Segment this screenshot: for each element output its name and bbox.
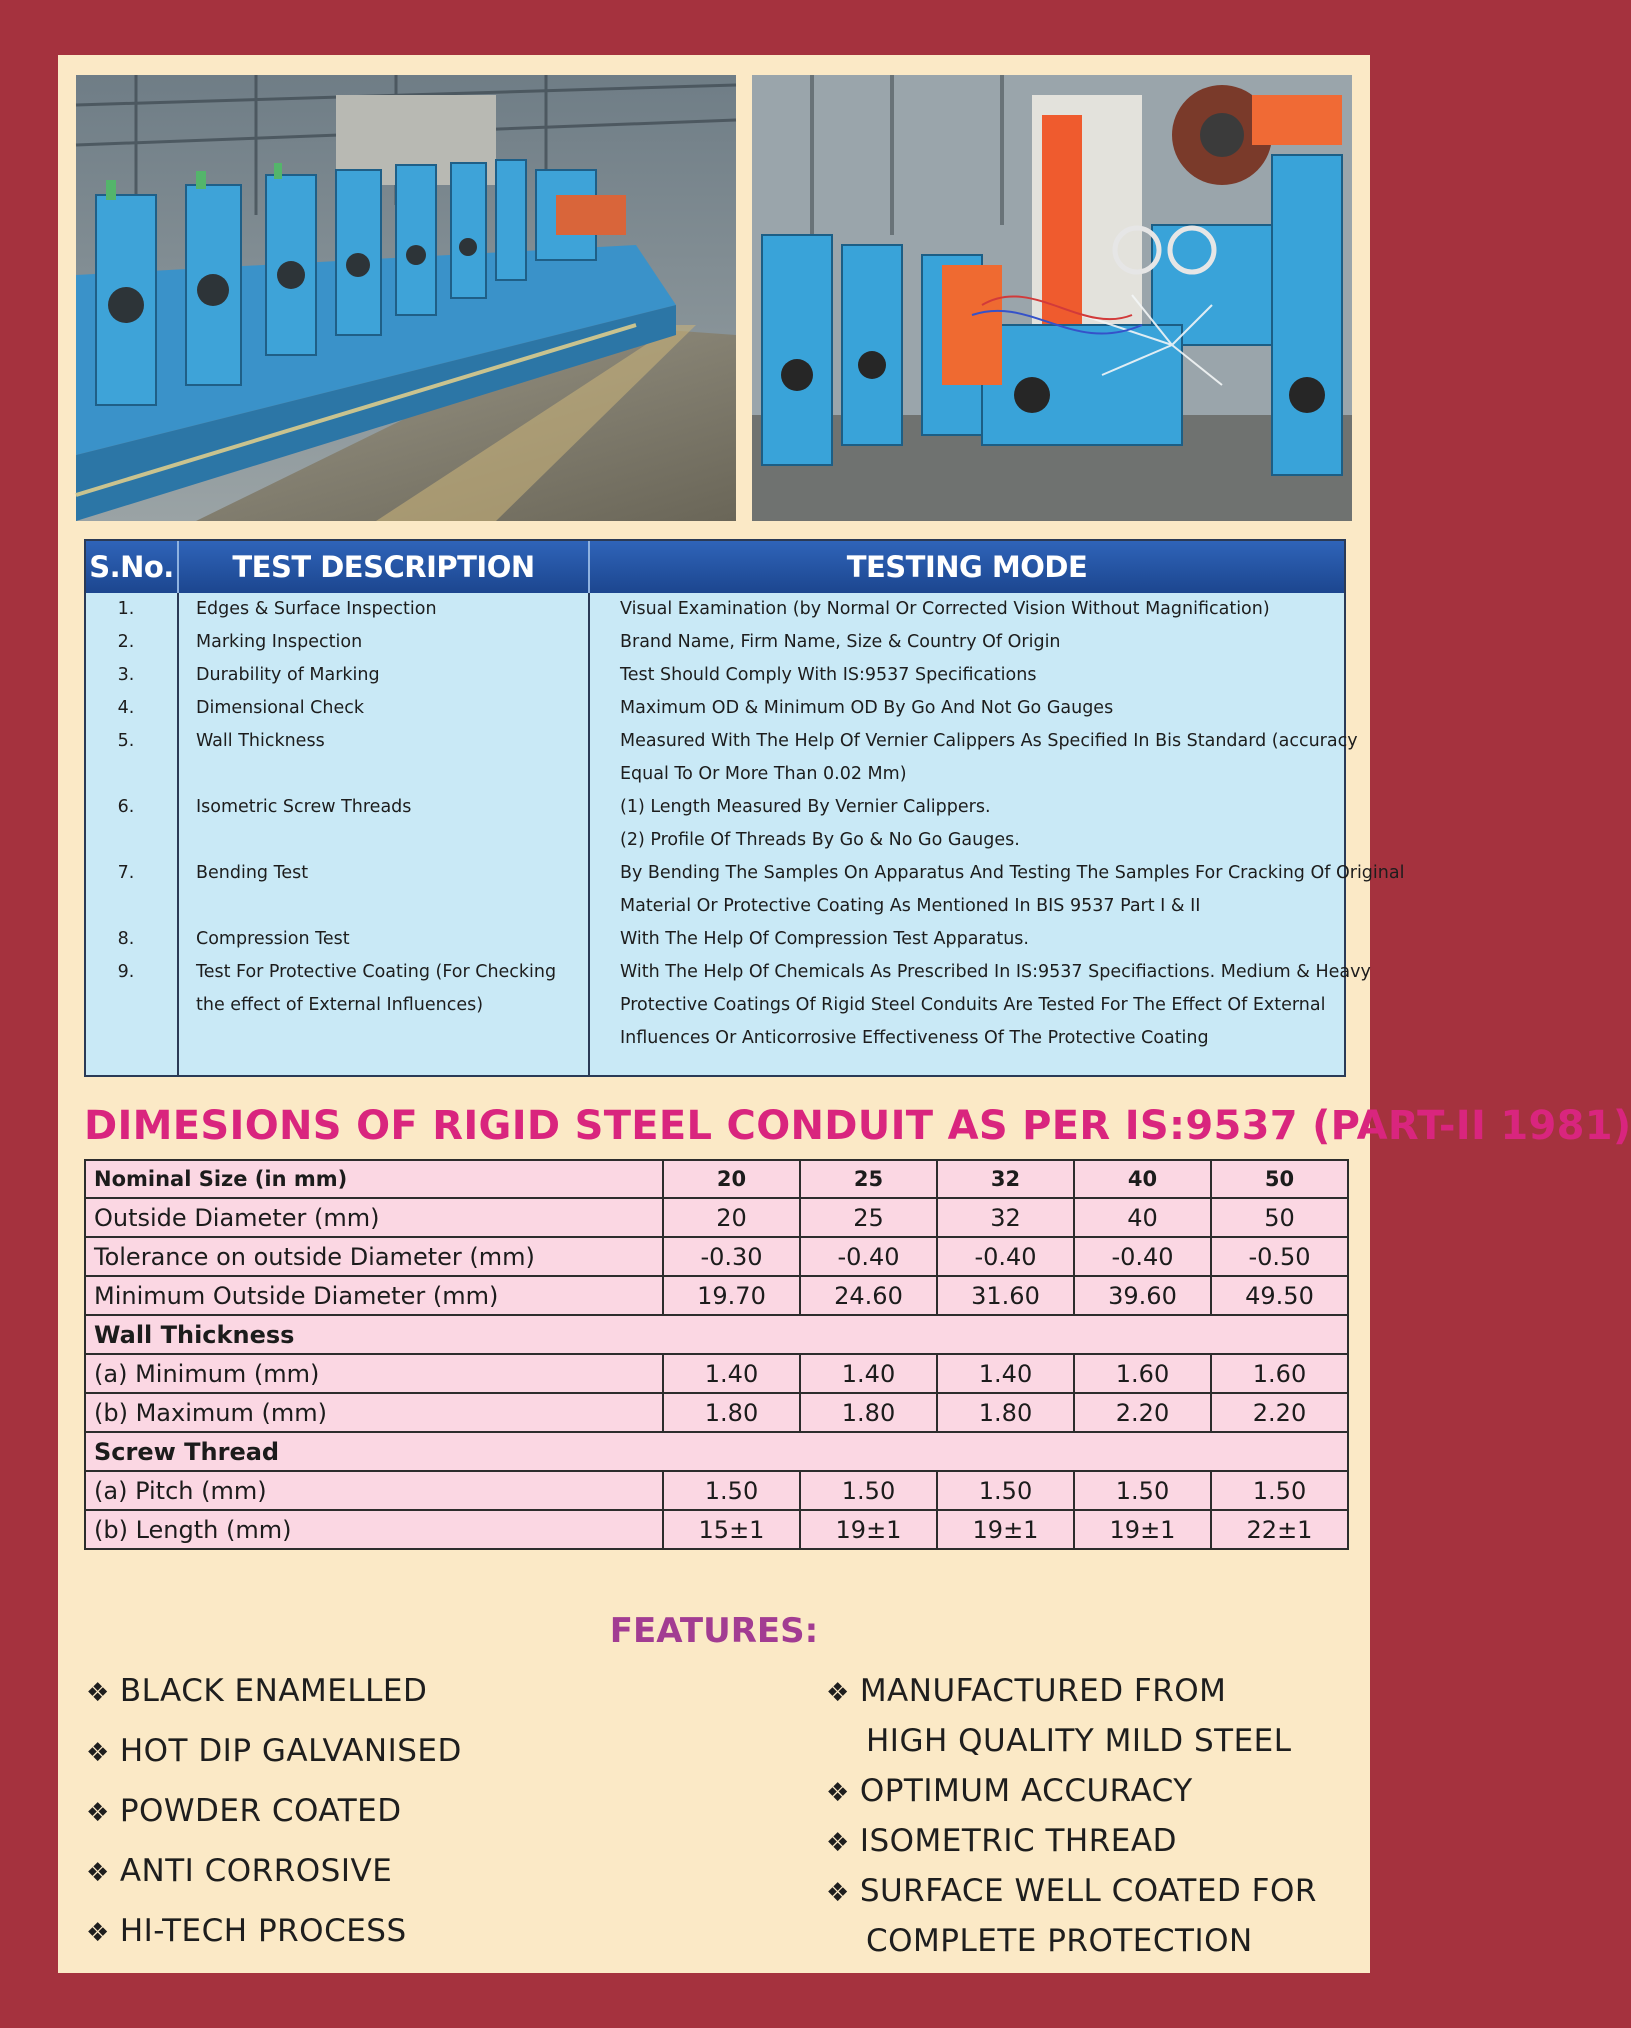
feature-item: [826, 1823, 1177, 1859]
test-table-body: [86, 593, 1405, 1075]
cell-value: 32: [937, 1198, 1074, 1237]
row-label: (b) Maximum (mm): [85, 1393, 663, 1432]
feature-text: POWDER COATED: [119, 1793, 402, 1829]
row-label: (b) Length (mm): [85, 1510, 663, 1549]
feature-text: ANTI CORROSIVE: [119, 1853, 393, 1889]
feature-text: ISOMETRIC THREAD: [859, 1823, 1177, 1859]
row-description: Durability of Marking: [196, 665, 380, 685]
row-number: 8.: [117, 929, 135, 949]
row-description: Edges & Surface Inspection: [196, 599, 437, 619]
header-sno: S.No.: [86, 541, 179, 593]
row-mode-line-2: Material Or Protective Coating As Mentioned In BIS 9537 Part I & II: [620, 896, 1201, 916]
cell-value: 50: [1211, 1198, 1348, 1237]
size-32: 32: [937, 1160, 1074, 1198]
section-wall-thickness: Wall Thickness: [85, 1315, 1348, 1354]
table-row: [85, 1276, 1348, 1315]
cell-value: 15±1: [663, 1510, 800, 1549]
feature-text: OPTIMUM ACCURACY: [859, 1773, 1193, 1809]
cell-value: 1.80: [937, 1393, 1074, 1432]
dimensions-table: [84, 1159, 1349, 1550]
row-number: 9.: [117, 962, 135, 982]
feature-text: HOT DIP GALVANISED: [119, 1733, 462, 1769]
row-description: Bending Test: [196, 863, 309, 883]
cell-value: 31.60: [937, 1276, 1074, 1315]
row-mode: Maximum OD & Minimum OD By Go And Not Go Gauges: [620, 698, 1114, 718]
cell-value: 1.80: [800, 1393, 937, 1432]
feature-text: BLACK ENAMELLED: [119, 1673, 428, 1709]
row-description-line-2: the effect of External Influences): [196, 995, 484, 1015]
row-description: Test For Protective Coating (For Checking: [196, 962, 557, 982]
cell-value: 20: [663, 1198, 800, 1237]
bullet-icon: ❖: [86, 1798, 110, 1828]
cell-value: -0.40: [937, 1237, 1074, 1276]
cell-value: 19±1: [937, 1510, 1074, 1549]
row-description: Isometric Screw Threads: [196, 797, 412, 817]
size-20: 20: [663, 1160, 800, 1198]
row-number: 3.: [117, 665, 135, 685]
cell-value: 1.50: [663, 1471, 800, 1510]
cell-value: -0.40: [800, 1237, 937, 1276]
cell-value: 1.60: [1211, 1354, 1348, 1393]
bullet-icon: ❖: [86, 1738, 110, 1768]
feature-text: MANUFACTURED FROM: [859, 1673, 1227, 1709]
feature-item: [826, 1673, 1226, 1709]
row-mode: Measured With The Help Of Vernier Calippers As Specified In Bis Standard (accuracy: [620, 731, 1358, 751]
row-number: 6.: [117, 797, 135, 817]
size-25: 25: [800, 1160, 937, 1198]
row-mode: Visual Examination (by Normal Or Corrected Vision Without Magnification): [620, 599, 1270, 619]
brochure-page: [58, 55, 1631, 1973]
bullet-icon: ❖: [826, 1678, 850, 1708]
row-mode: With The Help Of Chemicals As Prescribed In IS:9537 Specifiactions. Medium & Heavy: [620, 962, 1371, 982]
feature-item: [86, 1853, 392, 1889]
bullet-icon: ❖: [86, 1918, 110, 1948]
bullet-icon: ❖: [826, 1778, 850, 1808]
cell-value: 1.40: [800, 1354, 937, 1393]
row-number: 2.: [117, 632, 135, 652]
table-section-row: [85, 1432, 1348, 1471]
feature-text-continued: HIGH QUALITY MILD STEEL: [866, 1723, 1292, 1759]
table-row: [85, 1393, 1348, 1432]
row-mode: With The Help Of Compression Test Apparatus.: [620, 929, 1029, 949]
cell-value: 1.40: [663, 1354, 800, 1393]
cell-value: -0.50: [1211, 1237, 1348, 1276]
row-label: Nominal Size (in mm): [85, 1160, 663, 1198]
row-description: Wall Thickness: [196, 731, 325, 751]
bullet-icon: ❖: [86, 1858, 110, 1888]
column-divider: [588, 593, 590, 1075]
feature-text: HI-TECH PROCESS: [119, 1913, 407, 1949]
table-row: [85, 1510, 1348, 1549]
table-row: [85, 1237, 1348, 1276]
welding-station-photo-right: [752, 75, 1352, 521]
size-50: 50: [1211, 1160, 1348, 1198]
cell-value: 1.40: [937, 1354, 1074, 1393]
cell-value: 19.70: [663, 1276, 800, 1315]
size-40: 40: [1074, 1160, 1211, 1198]
feature-item: [826, 1873, 1317, 1909]
cell-value: -0.30: [663, 1237, 800, 1276]
cell-value: 1.60: [1074, 1354, 1211, 1393]
cell-value: 1.50: [1074, 1471, 1211, 1510]
row-number: 1.: [117, 599, 135, 619]
cell-value: 22±1: [1211, 1510, 1348, 1549]
row-label: (a) Pitch (mm): [85, 1471, 663, 1510]
bullet-icon: ❖: [826, 1878, 850, 1908]
table-row: [85, 1471, 1348, 1510]
features-title: FEATURES:: [609, 1611, 819, 1651]
row-description: Marking Inspection: [196, 632, 363, 652]
feature-item: [86, 1793, 402, 1829]
row-mode-line-2: Protective Coatings Of Rigid Steel Conduits Are Tested For The Effect Of External: [620, 995, 1326, 1015]
cell-value: 1.80: [663, 1393, 800, 1432]
test-table: [84, 539, 1405, 1077]
row-mode: Brand Name, Firm Name, Size & Country Of Origin: [620, 632, 1061, 652]
cell-value: 2.20: [1074, 1393, 1211, 1432]
feature-item: [86, 1913, 407, 1949]
row-label: Outside Diameter (mm): [85, 1198, 663, 1237]
feature-text: SURFACE WELL COATED FOR: [859, 1873, 1317, 1909]
table-section-row: [85, 1315, 1348, 1354]
row-mode: Test Should Comply With IS:9537 Specifications: [620, 665, 1037, 685]
cell-value: -0.40: [1074, 1237, 1211, 1276]
table-row: [85, 1354, 1348, 1393]
cell-value: 39.60: [1074, 1276, 1211, 1315]
cell-value: 19±1: [1074, 1510, 1211, 1549]
feature-item: [86, 1733, 462, 1769]
cell-value: 1.50: [937, 1471, 1074, 1510]
cell-value: 49.50: [1211, 1276, 1348, 1315]
feature-text-continued: COMPLETE PROTECTION: [866, 1923, 1253, 1959]
row-label: Minimum Outside Diameter (mm): [85, 1276, 663, 1315]
row-description: Dimensional Check: [196, 698, 365, 718]
row-number: 7.: [117, 863, 135, 883]
row-label: Tolerance on outside Diameter (mm): [85, 1237, 663, 1276]
row-label: (a) Minimum (mm): [85, 1354, 663, 1393]
bullet-icon: ❖: [826, 1828, 850, 1858]
cell-value: 40: [1074, 1198, 1211, 1237]
cell-value: 1.50: [1211, 1471, 1348, 1510]
bullet-icon: ❖: [86, 1678, 110, 1708]
row-mode-line-2: Equal To Or More Than 0.02 Mm): [620, 764, 907, 784]
row-number: 5.: [117, 731, 135, 751]
header-test-description: TEST DESCRIPTION: [179, 541, 590, 593]
cell-value: 19±1: [800, 1510, 937, 1549]
row-mode: By Bending The Samples On Apparatus And Testing The Samples For Cracking Of Original: [620, 863, 1405, 883]
row-mode-line-2: (2) Profile Of Threads By Go & No Go Gauges.: [620, 830, 1020, 850]
row-description: Compression Test: [196, 929, 350, 949]
table-row: [85, 1198, 1348, 1237]
feature-item: [86, 1673, 427, 1709]
column-divider: [177, 593, 179, 1075]
test-table-header: [86, 541, 1344, 593]
cell-value: 1.50: [800, 1471, 937, 1510]
row-mode-line-3: Influences Or Anticorrosive Effectiveness Of The Protective Coating: [620, 1028, 1209, 1048]
tube-mill-photo-left: [76, 75, 736, 521]
cell-value: 2.20: [1211, 1393, 1348, 1432]
cell-value: 25: [800, 1198, 937, 1237]
header-testing-mode: TESTING MODE: [846, 550, 1088, 584]
table-row: [85, 1160, 1348, 1198]
row-mode: (1) Length Measured By Vernier Calippers.: [620, 797, 991, 817]
dimensions-title: DIMESIONS OF RIGID STEEL CONDUIT AS PER IS:9537 (PART-II 1981): [84, 1103, 1631, 1149]
cell-value: 24.60: [800, 1276, 937, 1315]
row-number: 4.: [117, 698, 135, 718]
section-screw-thread: Screw Thread: [85, 1432, 1348, 1471]
feature-item: [826, 1773, 1193, 1809]
